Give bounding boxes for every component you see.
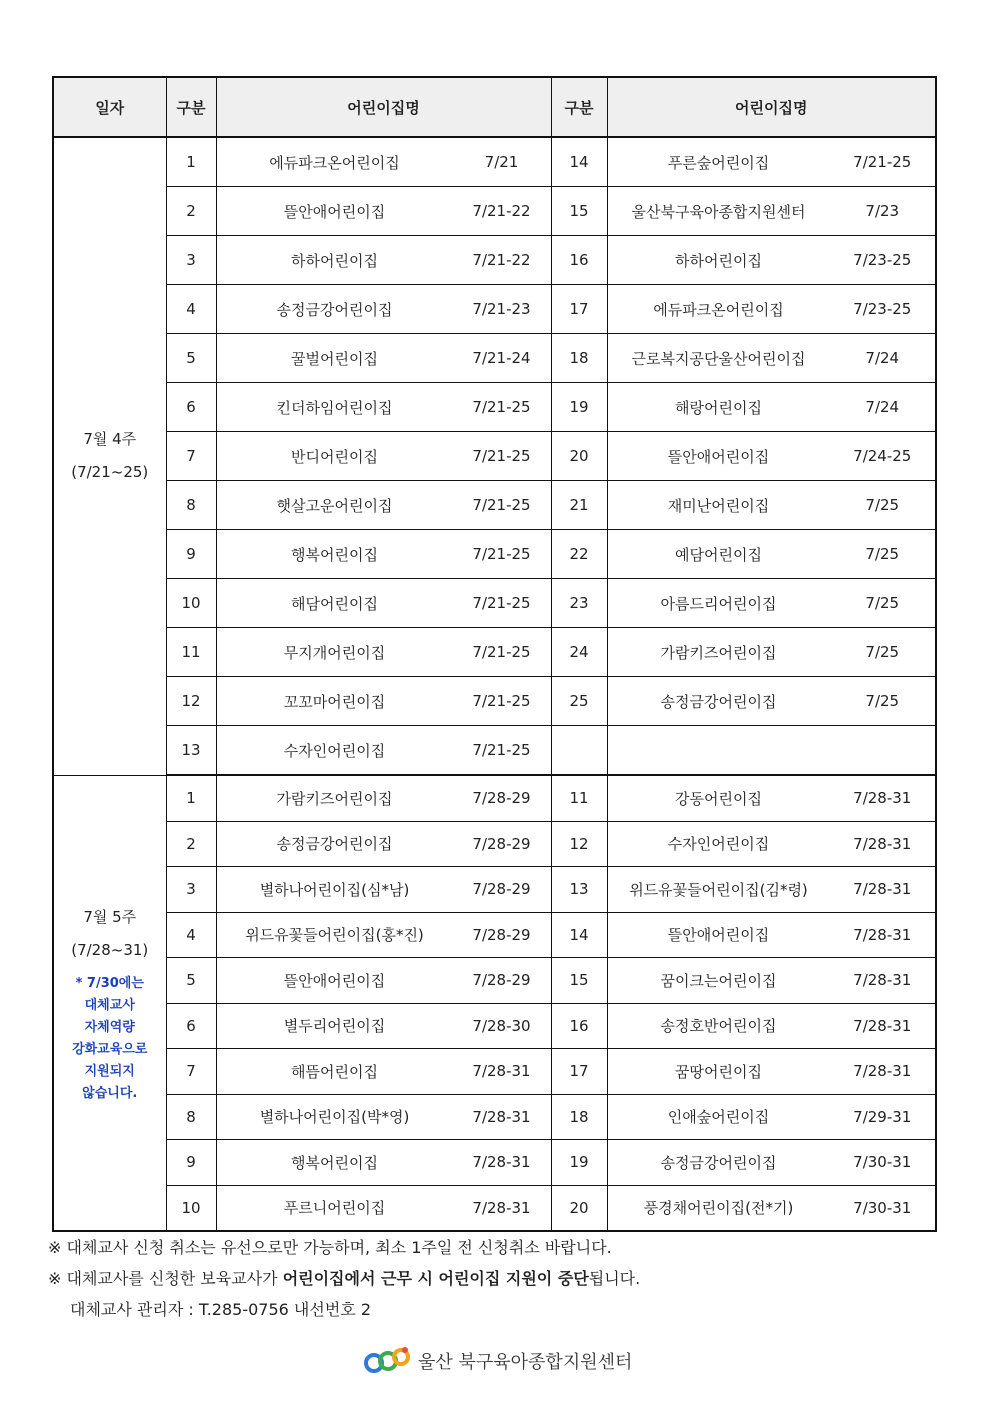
center-dates: 7/28-29 <box>472 971 531 990</box>
row-number: 10 <box>166 1185 216 1231</box>
table-row <box>53 530 936 579</box>
footer-note-suspend-post: 됩니다. <box>588 1269 641 1288</box>
center-name: 별두리어린이집 <box>283 1017 386 1036</box>
center-cell-inner <box>608 867 936 912</box>
row-number: 19 <box>551 1140 607 1186</box>
table-row <box>53 867 936 913</box>
center-cell <box>607 187 936 236</box>
center-name: 해뜸어린이집 <box>291 1062 378 1081</box>
center-dates: 7/25 <box>865 594 900 612</box>
center-cell-inner <box>217 285 551 333</box>
week4-group <box>53 137 936 775</box>
center-cell <box>216 285 551 334</box>
footer-note-suspend <box>48 1263 640 1294</box>
center-dates: 7/28-31 <box>853 971 912 990</box>
row-number: 7 <box>166 1049 216 1095</box>
center-dates: 7/24 <box>865 398 900 416</box>
center-cell <box>216 628 551 677</box>
table-row <box>53 334 936 383</box>
center-name: 인애숲어린이집 <box>667 1108 770 1127</box>
center-dates: 7/24 <box>865 349 900 367</box>
center-dates: 7/21-25 <box>472 398 531 416</box>
center-cell <box>216 530 551 579</box>
center-dates: 7/28-31 <box>853 1016 912 1035</box>
center-dates: 7/28-31 <box>853 880 912 899</box>
center-cell-inner <box>217 1095 551 1140</box>
row-number: 11 <box>166 628 216 677</box>
center-dates: 7/28-31 <box>472 1153 531 1172</box>
table-row <box>53 236 936 285</box>
center-cell <box>607 530 936 579</box>
center-cell-inner <box>217 628 551 676</box>
center-name: 수자인어린이집 <box>667 835 770 854</box>
center-cell-inner <box>217 1049 551 1094</box>
table-row <box>53 1185 936 1231</box>
center-cell-inner <box>608 726 936 774</box>
week-note-line: 않습니다. <box>82 1085 138 1101</box>
center-dates: 7/28-31 <box>853 925 912 944</box>
header-no-2: 구분 <box>551 77 607 137</box>
row-number: 19 <box>551 383 607 432</box>
row-number: 18 <box>551 1094 607 1140</box>
row-number: 4 <box>166 912 216 958</box>
row-number: 5 <box>166 334 216 383</box>
center-name: 송정금강어린이집 <box>276 300 393 319</box>
week-note-line: * 7/30에는 <box>75 975 144 991</box>
center-dates: 7/21-23 <box>472 300 531 318</box>
center-name: 가람키즈어린이집 <box>276 789 393 808</box>
center-cell <box>607 726 936 776</box>
center-cell <box>216 1140 551 1186</box>
week-label-cell <box>53 775 166 1231</box>
week5-group <box>53 775 936 1231</box>
row-number: 12 <box>166 677 216 726</box>
center-dates: 7/28-29 <box>472 789 531 808</box>
center-cell-inner <box>608 481 936 529</box>
row-number: 11 <box>551 775 607 821</box>
center-cell <box>216 867 551 913</box>
center-dates: 7/21-25 <box>472 692 531 710</box>
center-dates: 7/21-25 <box>472 447 531 465</box>
center-name: 킨더하임어린이집 <box>276 398 393 417</box>
header-row <box>53 77 936 137</box>
center-cell <box>607 137 936 187</box>
center-name: 별하나어린이집(박*영) <box>259 1108 410 1127</box>
center-cell-inner <box>217 958 551 1003</box>
center-cell-inner <box>608 1186 936 1231</box>
center-cell-inner <box>608 383 936 431</box>
center-cell-inner <box>608 530 936 578</box>
footer-note-suspend-bold: 어린이집에서 근무 시 어린이집 지원이 중단 <box>282 1269 589 1288</box>
center-cell <box>216 958 551 1004</box>
center-cell-inner <box>608 236 936 284</box>
center-name: 푸르니어린이집 <box>283 1199 386 1218</box>
center-cell-inner <box>608 677 936 725</box>
center-cell <box>607 628 936 677</box>
center-cell-inner <box>608 913 936 958</box>
center-dates: 7/28-29 <box>472 925 531 944</box>
week-label-cell <box>53 137 166 775</box>
center-cell <box>607 821 936 867</box>
center-cell <box>216 334 551 383</box>
row-number: 14 <box>551 912 607 958</box>
center-name: 꿈땅어린이집 <box>675 1062 762 1081</box>
row-number: 3 <box>166 236 216 285</box>
center-cell-inner <box>608 1140 936 1185</box>
row-number: 6 <box>166 1003 216 1049</box>
row-number: 8 <box>166 481 216 530</box>
row-number: 8 <box>166 1094 216 1140</box>
center-cell-inner <box>217 481 551 529</box>
center-dates: 7/21-24 <box>472 349 531 367</box>
row-number: 16 <box>551 236 607 285</box>
center-name: 푸른숲어린이집 <box>667 153 770 172</box>
center-dates: 7/28-31 <box>853 1062 912 1081</box>
table-row <box>53 285 936 334</box>
row-number: 9 <box>166 530 216 579</box>
center-dates: 7/28-31 <box>853 834 912 853</box>
row-number: 17 <box>551 285 607 334</box>
center-name: 가람키즈어린이집 <box>660 643 777 662</box>
row-number: 12 <box>551 821 607 867</box>
week-range: (7/28~31) <box>71 940 149 959</box>
center-dates: 7/21 <box>484 153 519 171</box>
center-cell-inner <box>217 138 551 186</box>
center-name: 해담어린이집 <box>291 594 378 613</box>
center-cell-inner <box>608 628 936 676</box>
center-cell-inner <box>217 236 551 284</box>
center-cell-inner <box>608 958 936 1003</box>
center-name: 위드유꽃들어린이집(김*령) <box>629 880 808 899</box>
center-dates: 7/21-25 <box>472 643 531 661</box>
footer-note-suspend-pre: ※ 대체교사를 신청한 보육교사가 <box>48 1269 283 1288</box>
week-note-line: 대체교사 <box>84 997 135 1013</box>
center-dates: 7/28-31 <box>853 789 912 808</box>
center-cell-inner <box>608 1095 936 1140</box>
center-logo <box>364 1345 632 1377</box>
center-cell <box>607 1094 936 1140</box>
center-name: 아름드리어린이집 <box>660 594 777 613</box>
center-cell <box>216 912 551 958</box>
center-cell-inner <box>217 1004 551 1049</box>
center-name: 재미난어린이집 <box>667 496 770 515</box>
center-dates: 7/21-25 <box>472 496 531 514</box>
center-cell <box>216 137 551 187</box>
row-number: 24 <box>551 628 607 677</box>
header-name: 어린이집명 <box>216 77 551 137</box>
center-cell-inner <box>608 285 936 333</box>
center-cell <box>607 1003 936 1049</box>
table-row <box>53 579 936 628</box>
center-cell <box>216 187 551 236</box>
center-cell <box>216 677 551 726</box>
center-cell-inner <box>217 1186 551 1231</box>
center-cell-inner <box>608 432 936 480</box>
center-name: 무지개어린이집 <box>283 643 386 662</box>
center-cell <box>607 432 936 481</box>
center-cell <box>216 579 551 628</box>
center-name: 뜰안애어린이집 <box>283 971 386 990</box>
table-row <box>53 677 936 726</box>
table-row <box>53 821 936 867</box>
center-name: 강동어린이집 <box>675 789 762 808</box>
row-number: 25 <box>551 677 607 726</box>
center-cell-inner <box>608 579 936 627</box>
center-name: 송정금강어린이집 <box>660 1153 777 1172</box>
center-cell <box>216 1185 551 1231</box>
footer-contact: 대체교사 관리자 : T.285-0756 내선번호 2 <box>70 1300 372 1319</box>
row-number: 2 <box>166 187 216 236</box>
center-cell-inner <box>217 383 551 431</box>
center-logo-icon <box>364 1345 412 1377</box>
table-row <box>53 1003 936 1049</box>
row-number: 21 <box>551 481 607 530</box>
header-date: 일자 <box>53 77 166 137</box>
center-cell <box>216 236 551 285</box>
header-name-2: 어린이집명 <box>607 77 936 137</box>
center-dates: 7/23-25 <box>853 300 912 318</box>
center-dates: 7/25 <box>865 692 900 710</box>
row-number: 17 <box>551 1049 607 1095</box>
center-cell-inner <box>608 1004 936 1049</box>
center-name: 햇살고운어린이집 <box>276 496 393 515</box>
center-cell <box>607 958 936 1004</box>
center-dates: 7/28-29 <box>472 834 531 853</box>
center-logo-text: 울산 북구육아종합지원센터 <box>418 1352 633 1373</box>
center-dates: 7/28-30 <box>472 1016 531 1035</box>
center-cell-inner <box>608 1049 936 1094</box>
center-cell <box>216 1003 551 1049</box>
center-cell-inner <box>217 432 551 480</box>
center-dates: 7/28-29 <box>472 880 531 899</box>
row-number: 13 <box>551 867 607 913</box>
row-number: 1 <box>166 775 216 821</box>
row-number: 3 <box>166 867 216 913</box>
center-cell <box>607 867 936 913</box>
row-number: 1 <box>166 137 216 187</box>
center-cell-inner <box>217 1140 551 1185</box>
center-name: 에듀파크온어린이집 <box>653 300 784 319</box>
row-number <box>551 726 607 776</box>
row-number: 14 <box>551 137 607 187</box>
center-cell <box>607 481 936 530</box>
center-dates: 7/28-31 <box>472 1198 531 1217</box>
center-cell-inner <box>217 530 551 578</box>
table-row <box>53 187 936 236</box>
center-cell <box>607 775 936 821</box>
center-cell <box>607 334 936 383</box>
row-number: 7 <box>166 432 216 481</box>
center-cell <box>216 383 551 432</box>
center-dates: 7/25 <box>865 643 900 661</box>
center-cell-inner <box>217 726 551 774</box>
center-dates: 7/23 <box>865 202 900 220</box>
center-dates: 7/25 <box>865 545 900 563</box>
table-row <box>53 912 936 958</box>
center-name: 반디어린이집 <box>291 447 378 466</box>
center-name: 풍경채어린이집(전*기) <box>643 1199 794 1218</box>
table-row <box>53 775 936 821</box>
row-number: 13 <box>166 726 216 776</box>
center-name: 꿈이크는어린이집 <box>660 971 777 990</box>
table-row <box>53 383 936 432</box>
row-number: 10 <box>166 579 216 628</box>
table-row <box>53 1094 936 1140</box>
center-dates: 7/24-25 <box>853 447 912 465</box>
center-name: 행복어린이집 <box>291 545 378 564</box>
center-dates: 7/29-31 <box>853 1107 912 1126</box>
center-cell <box>607 579 936 628</box>
center-cell-inner <box>217 913 551 958</box>
center-cell-inner <box>608 776 936 821</box>
center-name: 위드유꽃들어린이집(홍*진) <box>245 926 424 945</box>
row-number: 20 <box>551 432 607 481</box>
center-dates: 7/21-25 <box>853 153 912 171</box>
center-name: 별하나어린이집(심*남) <box>259 880 410 899</box>
table-row <box>53 481 936 530</box>
center-dates: 7/30-31 <box>853 1198 912 1217</box>
center-cell-inner <box>217 822 551 867</box>
center-cell <box>216 432 551 481</box>
center-name: 울산북구육아종합지원센터 <box>631 202 806 221</box>
week-label: 7월 4주 <box>83 430 137 449</box>
center-name: 꼬꼬마어린이집 <box>283 692 386 711</box>
center-name: 예담어린이집 <box>675 545 762 564</box>
week-note <box>54 973 166 1105</box>
week-label: 7월 5주 <box>83 907 137 926</box>
center-name: 뜰안애어린이집 <box>283 202 386 221</box>
center-name: 송정금강어린이집 <box>276 835 393 854</box>
center-name: 수자인어린이집 <box>283 741 386 760</box>
center-cell-inner <box>217 334 551 382</box>
row-number: 22 <box>551 530 607 579</box>
schedule-table <box>52 76 937 1232</box>
center-cell <box>607 1185 936 1231</box>
center-cell <box>607 677 936 726</box>
center-dates: 7/21-22 <box>472 251 531 269</box>
center-cell-inner <box>608 138 936 186</box>
center-cell-inner <box>217 579 551 627</box>
row-number: 16 <box>551 1003 607 1049</box>
center-name: 하하어린이집 <box>675 251 762 270</box>
row-number: 2 <box>166 821 216 867</box>
center-cell <box>607 1049 936 1095</box>
center-cell <box>607 1140 936 1186</box>
center-cell-inner <box>217 677 551 725</box>
week-note-line: 강화교육으로 <box>72 1041 148 1057</box>
footer-notes <box>48 1232 640 1325</box>
table-row <box>53 1140 936 1186</box>
center-dates: 7/21-25 <box>472 594 531 612</box>
row-number: 15 <box>551 958 607 1004</box>
row-number: 6 <box>166 383 216 432</box>
footer-note-cancel: ※ 대체교사 신청 취소는 유선으로만 가능하며, 최소 1주일 전 신청취소 바랍니다. <box>48 1238 612 1257</box>
center-name: 송정금강어린이집 <box>660 692 777 711</box>
center-dates: 7/21-25 <box>472 741 531 759</box>
row-number: 18 <box>551 334 607 383</box>
center-name: 송정호반어린이집 <box>660 1017 777 1036</box>
center-cell <box>216 775 551 821</box>
center-name: 해랑어린이집 <box>675 398 762 417</box>
table-row <box>53 958 936 1004</box>
center-name: 뜰안애어린이집 <box>667 926 770 945</box>
center-cell-inner <box>608 334 936 382</box>
center-dates: 7/21-25 <box>472 545 531 563</box>
center-cell-inner <box>608 822 936 867</box>
center-cell <box>216 821 551 867</box>
week-range: (7/21~25) <box>71 463 149 482</box>
header-no: 구분 <box>166 77 216 137</box>
center-cell-inner <box>217 187 551 235</box>
table-row <box>53 432 936 481</box>
row-number: 15 <box>551 187 607 236</box>
center-name: 꿀벌어린이집 <box>291 349 378 368</box>
center-cell <box>216 726 551 776</box>
center-cell <box>607 285 936 334</box>
row-number: 9 <box>166 1140 216 1186</box>
table-row <box>53 1049 936 1095</box>
week-note-line: 지원되지 <box>84 1063 135 1079</box>
center-cell <box>607 912 936 958</box>
center-cell-inner <box>608 187 936 235</box>
center-cell <box>216 1094 551 1140</box>
table-row <box>53 628 936 677</box>
center-dates: 7/28-31 <box>472 1062 531 1081</box>
center-cell <box>607 236 936 285</box>
table-row <box>53 137 936 187</box>
center-dates: 7/25 <box>865 496 900 514</box>
center-dates: 7/30-31 <box>853 1153 912 1172</box>
center-name: 에듀파크온어린이집 <box>269 153 400 172</box>
center-cell <box>216 481 551 530</box>
row-number: 20 <box>551 1185 607 1231</box>
row-number: 4 <box>166 285 216 334</box>
center-dates: 7/23-25 <box>853 251 912 269</box>
row-number: 23 <box>551 579 607 628</box>
center-cell <box>607 383 936 432</box>
center-dates: 7/21-22 <box>472 202 531 220</box>
center-cell-inner <box>217 776 551 821</box>
center-cell <box>216 1049 551 1095</box>
center-name: 행복어린이집 <box>291 1153 378 1172</box>
center-name: 하하어린이집 <box>291 251 378 270</box>
center-name: 근로복지공단울산어린이집 <box>631 349 806 368</box>
center-name: 뜰안애어린이집 <box>667 447 770 466</box>
week-note-line: 자체역량 <box>84 1019 135 1035</box>
row-number: 5 <box>166 958 216 1004</box>
center-cell-inner <box>217 867 551 912</box>
center-dates: 7/28-31 <box>472 1107 531 1126</box>
table-row <box>53 726 936 776</box>
